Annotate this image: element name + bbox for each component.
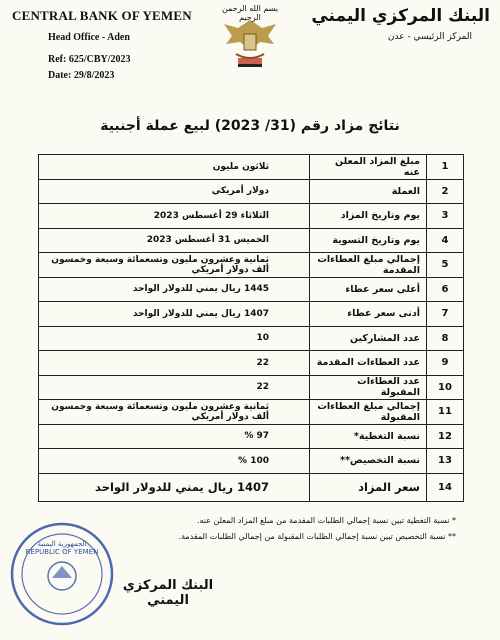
row-number: 4 [427,228,464,253]
row-label: إجمالي مبلغ العطاءات المقبولة [310,400,427,425]
footnote-allocation: ** نسبة التخصيص تبين نسبة إجمالي الطلبات المقبولة من إجمالي الطلبات المقدمة. [178,532,456,541]
page-title: نتائج مزاد رقم (31/ 2023) لبيع عملة أجنبية [100,118,400,134]
row-number: 1 [427,155,464,180]
stamp-text-ar: الجمهورية اليمنية [37,540,87,548]
row-number: 6 [427,277,464,302]
row-value: 1445 ريال يمني للدولار الواحد [39,277,310,302]
row-label: يوم وتاريخ المزاد [310,204,427,229]
row-label: نسبة التغطية* [310,424,427,449]
row-label: سعر المزاد [310,473,427,501]
row-value: 22 [39,375,310,400]
auction-results-table [38,154,464,502]
row-number: 2 [427,179,464,204]
table-row [39,228,464,253]
row-value: ثمانية وعشرون مليون وتسعمائة وسبعة وخمسون ألف دولار أمريكي [39,253,310,278]
stamp-text-en: REPUBLIC OF YEMEN [25,548,99,556]
table-row [39,449,464,474]
bank-name-ar: البنك المركزي اليمني [311,6,490,26]
table-row [39,302,464,327]
row-value: ثمانية وعشرون مليون وتسعمائة وسبعة وخمسون ألف دولار أمريكي [39,400,310,425]
header-left [12,8,202,81]
table-row [39,375,464,400]
footnotes [76,516,456,548]
row-label: أعلى سعر عطاء [310,277,427,302]
row-number: 8 [427,326,464,351]
row-label: عدد العطاءات المقبولة [310,375,427,400]
table-row [39,179,464,204]
office-en: Head Office - Aden [48,32,130,43]
official-stamp [8,520,116,628]
row-number: 11 [427,400,464,425]
row-value: 1407 ريال يمني للدولار الواحد [39,302,310,327]
table-row [39,326,464,351]
row-value: 22 [39,351,310,376]
row-label: إجمالي مبلغ العطاءات المقدمة [310,253,427,278]
bank-name-en: CENTRAL BANK OF YEMEN [12,8,192,23]
row-label: نسبة التخصيص** [310,449,427,474]
footnote-coverage: * نسبة التغطية تبين نسبة إجمالي الطلبات المقدمة من مبلغ المزاد المعلن عنه. [196,516,456,525]
row-value: 100 % [39,449,310,474]
row-label: عدد العطاءات المقدمة [310,351,427,376]
row-label: يوم وتاريخ التسوية [310,228,427,253]
row-value: الخميس 31 أغسطس 2023 [39,228,310,253]
table-row [39,424,464,449]
table-row [39,204,464,229]
row-value: الثلاثاء 29 أغسطس 2023 [39,204,310,229]
row-value: 97 % [39,424,310,449]
row-label: أدنى سعر عطاء [310,302,427,327]
table-row [39,253,464,278]
row-number: 12 [427,424,464,449]
row-label: مبلغ المزاد المعلن عنه [310,155,427,180]
row-number: 5 [427,253,464,278]
table-row [39,351,464,376]
table-row [39,277,464,302]
row-value: 1407 ريال يمني للدولار الواحد [39,473,310,501]
document-date: Date: 29/8/2023 [48,70,115,81]
signature: البنك المركزي اليمني [122,578,214,608]
reference-number: Ref: 625/CBY/2023 [48,54,131,65]
row-value: ثلاثون مليون [39,155,310,180]
row-value: دولار أمريكي [39,179,310,204]
row-label: العملة [310,179,427,204]
row-number: 10 [427,375,464,400]
row-number: 3 [427,204,464,229]
table-row [39,473,464,501]
yemen-emblem-icon [210,4,290,74]
row-number: 7 [427,302,464,327]
header-right [300,6,490,42]
table-row [39,155,464,180]
basmala: بسم الله الرحمن الرحيم [221,4,279,22]
row-number: 14 [427,473,464,501]
row-value: 10 [39,326,310,351]
office-ar: المركز الرئيسي - عدن [387,32,472,42]
row-label: عدد المشاركين [310,326,427,351]
row-number: 9 [427,351,464,376]
row-number: 13 [427,449,464,474]
table-row [39,400,464,425]
